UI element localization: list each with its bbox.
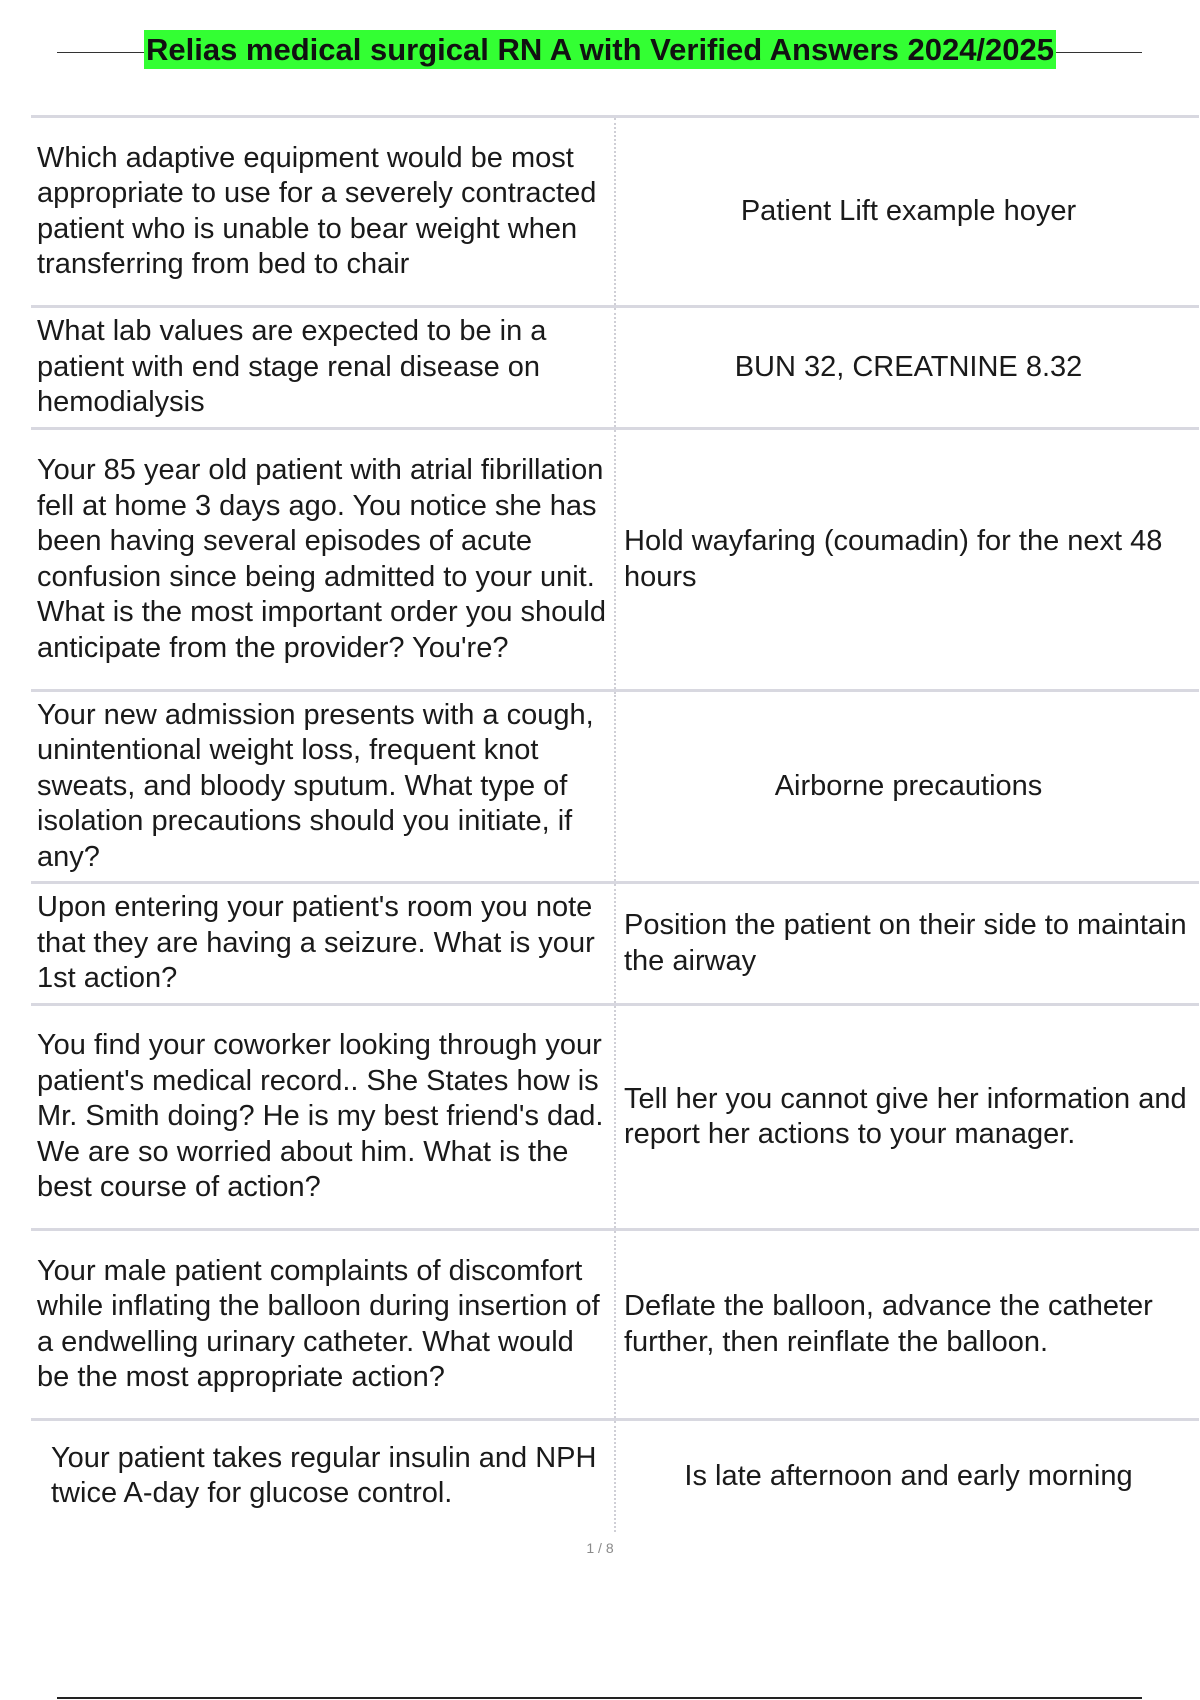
table-row	[31, 883, 1199, 1005]
bottom-divider	[57, 1697, 1142, 1699]
table-row	[31, 1420, 1199, 1532]
page-number: 1 / 8	[586, 1540, 614, 1556]
table-row	[31, 691, 1199, 883]
answer-cell: Tell her you cannot give her information and report her actions to your manager.	[624, 1082, 1187, 1150]
document-title-wrapper	[0, 31, 1200, 69]
table-row	[31, 1230, 1199, 1420]
table-row	[31, 429, 1199, 691]
question-cell: Your male patient complaints of discomfort while inflating the balloon during insertion of a endwelling urinary catheter. What would be the most appropriate action?	[31, 1230, 615, 1420]
table-row	[31, 307, 1199, 429]
qa-table	[31, 115, 1199, 1532]
question-cell: What lab values are expected to be in a patient with end stage renal disease on hemodialysis	[31, 307, 615, 429]
question-cell: Your new admission presents with a cough, unintentional weight loss, frequent knot sweats, and bloody sputum. What type of isolation precautions should you initiate, if any?	[31, 691, 615, 883]
answer-cell: Airborne precautions	[774, 769, 1043, 802]
document-title: Relias medical surgical RN A with Verified Answers 2024/2025	[145, 32, 1055, 67]
question-cell: You find your coworker looking through your patient's medical record.. She States how is Mr. Smith doing? He is my best friend's dad. We are so worried about him. What is the best course of action?	[31, 1005, 615, 1230]
question-cell: Your 85 year old patient with atrial fibrillation fell at home 3 days ago. You notice she has been having several episodes of acute confusion since being admitted to your unit. What is the most important order you should anticipate from the provider? You're?	[31, 429, 615, 691]
question-cell: Which adaptive equipment would be most appropriate to use for a severely contracted patient who is unable to bear weight when transferring from bed to chair	[31, 117, 615, 307]
answer-cell: Position the patient on their side to maintain the airway	[624, 909, 1187, 977]
answer-cell: Deflate the balloon, advance the catheter further, then reinflate the balloon.	[624, 1290, 1153, 1358]
answer-cell: Hold wayfaring (coumadin) for the next 48 hours	[624, 525, 1163, 593]
question-cell: Your patient takes regular insulin and NPH twice A-day for glucose control.	[31, 1420, 615, 1532]
answer-cell: Patient Lift example hoyer	[740, 194, 1077, 227]
answer-cell: BUN 32, CREATNINE 8.32	[734, 350, 1083, 383]
question-cell: Upon entering your patient's room you note that they are having a seizure. What is your 1st action?	[31, 883, 615, 1005]
table-row	[31, 1005, 1199, 1230]
answer-cell: Is late afternoon and early morning	[684, 1459, 1133, 1492]
table-row	[31, 117, 1199, 307]
